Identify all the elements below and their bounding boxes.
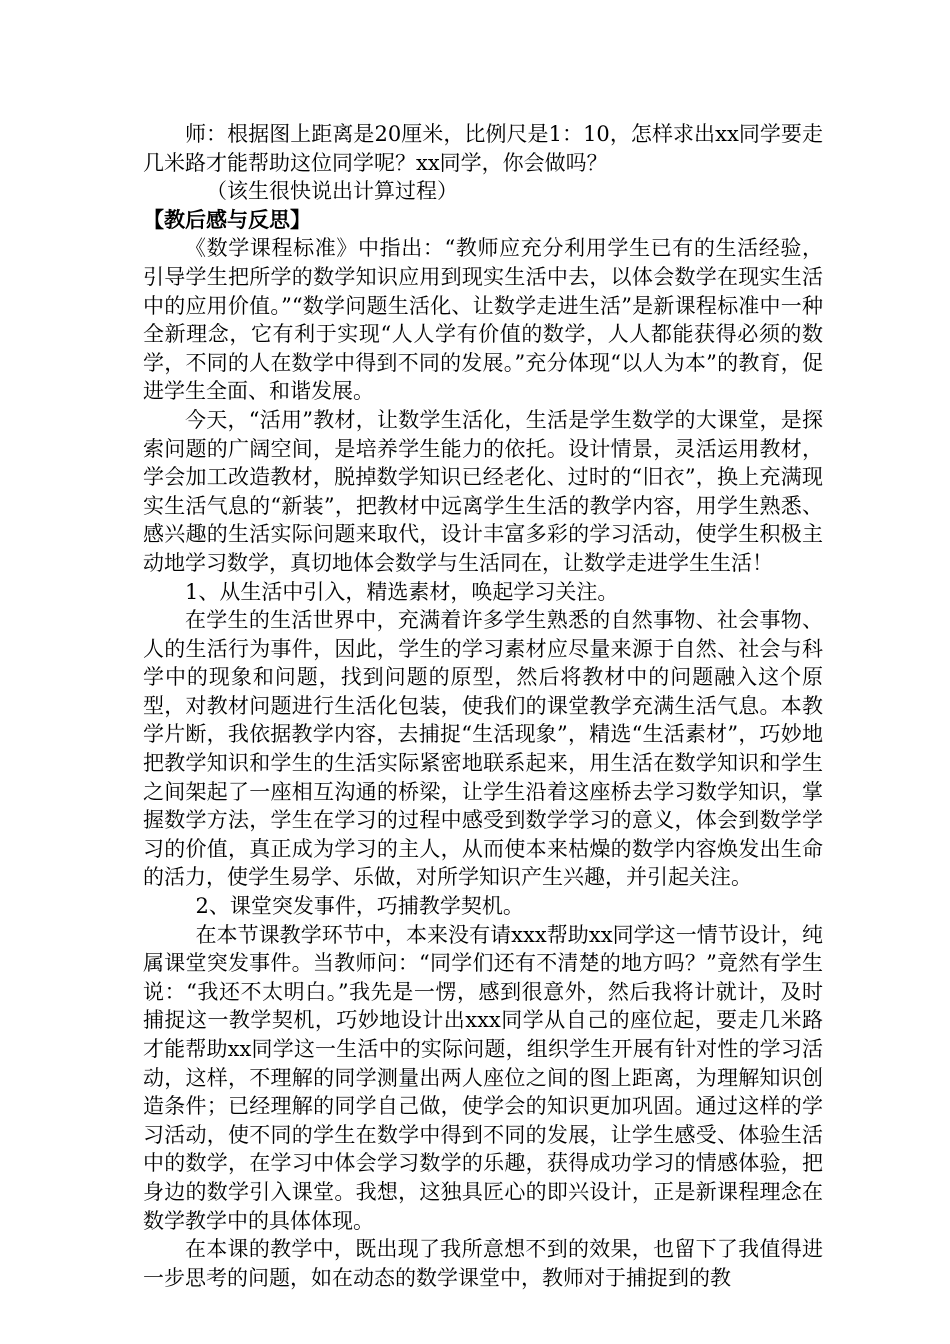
- teacher-dialogue-paragraph: 师：根据图上距离是20厘米，比例尺是1：10，怎样求出xx同学要走几米路才能帮助这位同学呢？xx同学，你会做吗？: [143, 122, 823, 175]
- point-1-paragraph: 在学生的生活世界中，充满着许多学生熟悉的自然事物、社会事物、人的生活行为事件，因此，学生的学习素材应尽量来源于自然、社会与科学中的现象和问题，找到问题的原型，然后将教材中的问题融入这个原型，对教材问题进行生活化包装，使我们的课堂教学充满生活气息。本教学片断，我依据教学内容，去捕捉“生活现象”，精选“生活素材”，巧妙地把教学知识和学生的生活实际紧密地联系起来，用生活在数学知识和学生之间架起了一座相互沟通的桥梁，让学生沿着这座桥去学习数学知识，掌握数学方法，学生在学习的过程中感受到数学学习的意义，体会到数学学习的价值，真正成为学习的主人，从而使本来枯燥的数学内容焕发出生命的活力，使学生易学、乐做，对所学知识产生兴趣，并引起关注。: [143, 608, 823, 890]
- point-1-heading: 1、从生活中引入，精选素材，唤起学习关注。: [185, 579, 619, 604]
- section-heading: 【教后感与反思】: [143, 207, 311, 232]
- student-response-note: （该生很快说出计算过程）: [206, 179, 458, 204]
- reflection-paragraph-curriculum: 《数学课程标准》中指出：“教师应充分利用学生已有的生活经验，引导学生把所学的数学知识应用到现实生活中去，以体会数学在现实生活中的应用价值。”“数学问题生活化、让数学走进生活”是新课程标准中一种全新理念，它有利于实现“人人学有价值的数学，人人都能获得必须的数学，不同的人在数学中得到不同的发展。”充分体现“以人为本”的教育，促进学生全面、和谐发展。: [143, 236, 823, 404]
- point-2-paragraph: 在本节课教学环节中，本来没有请xxx帮助xx同学这一情节设计，纯属课堂突发事件。当教师问：“同学们还有不清楚的地方吗？”竟然有学生说：“我还不太明白。”我先是一愣，感到很意外，然后我将计就计，及时捕捉这一教学契机，巧妙地设计出xxx同学从自己的座位起，要走几米路才能帮助xx同学这一生活中的实际问题，组织学生开展有针对性的学习活动，这样，不理解的同学测量出两人座位之间的图上距离，为理解知识创造条件；已经理解的同学自己做，使学会的知识更加巩固。通过这样的学习活动，使不同的学生在数学中得到不同的发展，让学生感受、体验生活中的数学，在学习中体会学习数学的乐趣，获得成功学习的情感体验，把身边的数学引入课堂。我想，这独具匠心的即兴设计，正是新课程理念在数学教学中的具体体现。: [143, 922, 823, 1233]
- reflection-paragraph-today: 今天，“活用”教材，让数学生活化，生活是学生数学的大课堂，是探索问题的广阔空间，是培养学生能力的依托。设计情景，灵活运用教材，学会加工改造教材，脱掉数学知识已经老化、过时的“旧衣”，换上充满现实生活气息的“新装”，把教材中远离学生生活的教学内容，用学生熟悉、感兴趣的生活实际问题来取代，设计丰富多彩的学习活动，使学生积极主动地学习数学，真切地体会数学与生活同在，让数学走进学生生活！: [143, 407, 823, 575]
- document-body: [143, 120, 823, 1292]
- closing-paragraph: 在本课的教学中，既出现了我所意想不到的效果，也留下了我值得进一步思考的问题，如在动态的数学课堂中，教师对于捕捉到的教: [143, 1237, 823, 1290]
- point-2-heading: 2、课堂突发事件，巧捕教学契机。: [195, 894, 524, 919]
